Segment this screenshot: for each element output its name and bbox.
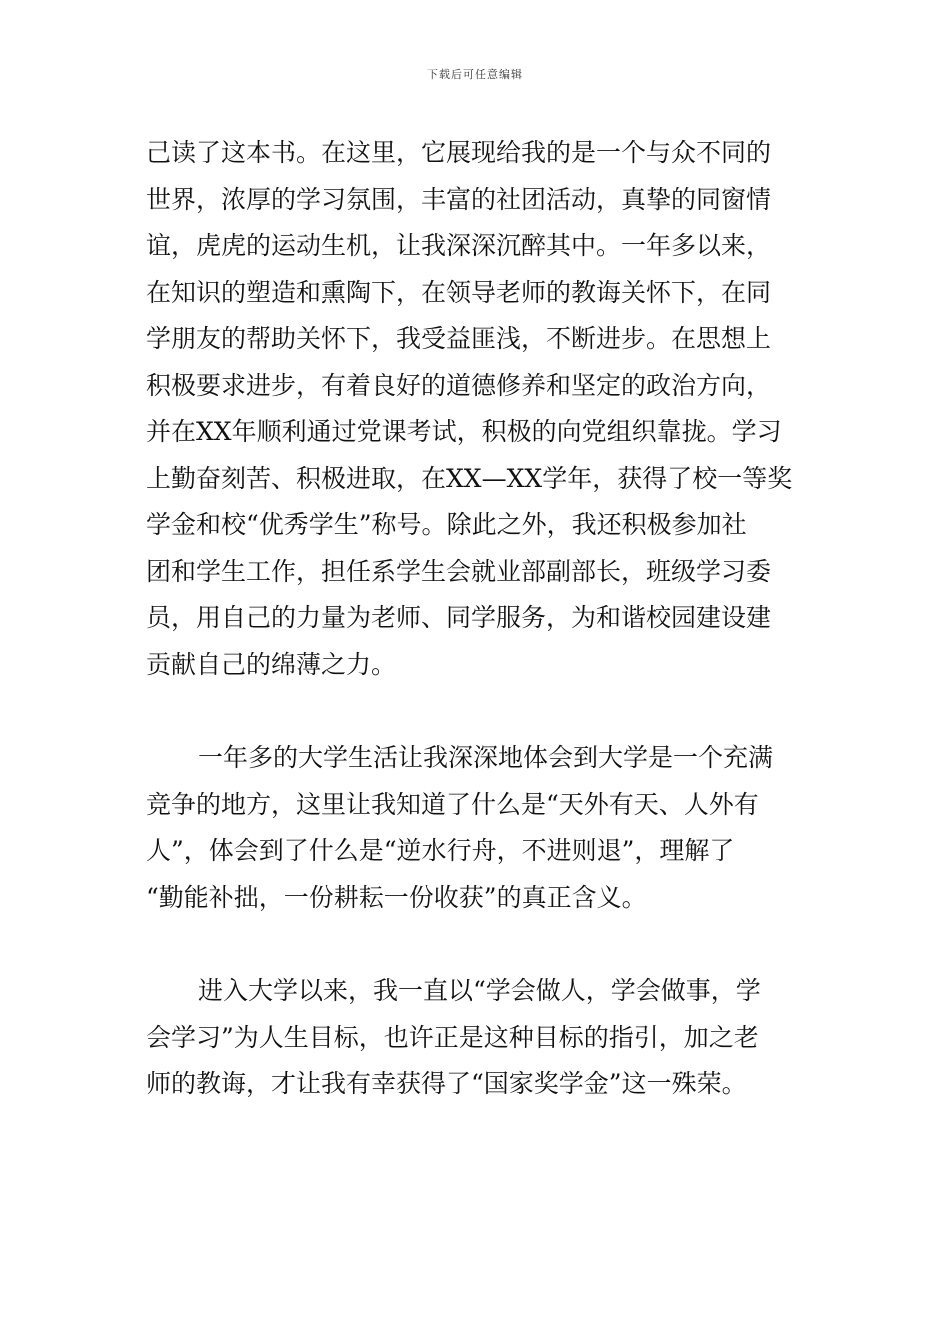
text-line: 会学习”为人生目标，也许正是这种目标的指引，加之老 bbox=[146, 1022, 759, 1052]
text-line: 团和学生工作，担任系学生会就业部副部长，班级学习委 bbox=[146, 556, 772, 586]
text-line: 己读了这本书。在这里，它展现给我的是一个与众不同的 bbox=[146, 138, 772, 167]
text-line: “勤能补拙，一份耕耘一份收获”的真正含义。 bbox=[146, 882, 647, 912]
text-line: 在知识的塑造和熏陶下，在领导老师的教诲关怀下，在同 bbox=[146, 277, 772, 307]
text-line: 学朋友的帮助关怀下，我受益匪浅，不断进步。在思想上 bbox=[146, 324, 772, 353]
text-line: 竞争的地方，这里让我知道了什么是“天外有天、人外有 bbox=[146, 789, 759, 819]
text-line: 学金和校“优秀学生”称号。除此之外，我还积极参加社 bbox=[146, 510, 747, 539]
text-line: 人”，体会到了什么是“逆水行舟，不进则退”，理解了 bbox=[146, 836, 735, 865]
paragraph-1 bbox=[146, 130, 808, 688]
paragraph-spacer bbox=[146, 688, 808, 735]
page-header: 下载后可任意编辑 bbox=[427, 68, 523, 81]
text-line: 并在XX年顺利通过党课考试，积极的向党组织靠拢。学习 bbox=[146, 417, 782, 446]
text-line: 积极要求进步，有着良好的道德修养和坚定的政治方向， bbox=[146, 370, 772, 400]
document-body bbox=[146, 130, 808, 1108]
text-line: 贡献自己的绵薄之力。 bbox=[146, 649, 397, 679]
paragraph-2 bbox=[146, 735, 808, 921]
paragraph-3 bbox=[146, 968, 808, 1108]
text-line: 师的教诲，才让我有幸获得了“国家奖学金”这一殊荣。 bbox=[146, 1069, 747, 1098]
paragraph-spacer bbox=[146, 921, 808, 968]
text-line: 进入大学以来，我一直以“学会做人，学会做事，学 bbox=[198, 976, 761, 1005]
text-line: 谊，虎虎的运动生机，让我深深沉醉其中。一年多以来， bbox=[146, 231, 772, 260]
text-line: 世界，浓厚的学习氛围，丰富的社团活动，真挚的同窗情 bbox=[146, 184, 772, 214]
text-line: 上勤奋刻苦、积极进取，在XX—XX学年，获得了校一等奖 bbox=[146, 463, 793, 493]
text-line: 员，用自己的力量为老师、同学服务，为和谐校园建设建 bbox=[146, 603, 772, 632]
text-line: 一年多的大学生活让我深深地体会到大学是一个充满 bbox=[198, 743, 774, 772]
